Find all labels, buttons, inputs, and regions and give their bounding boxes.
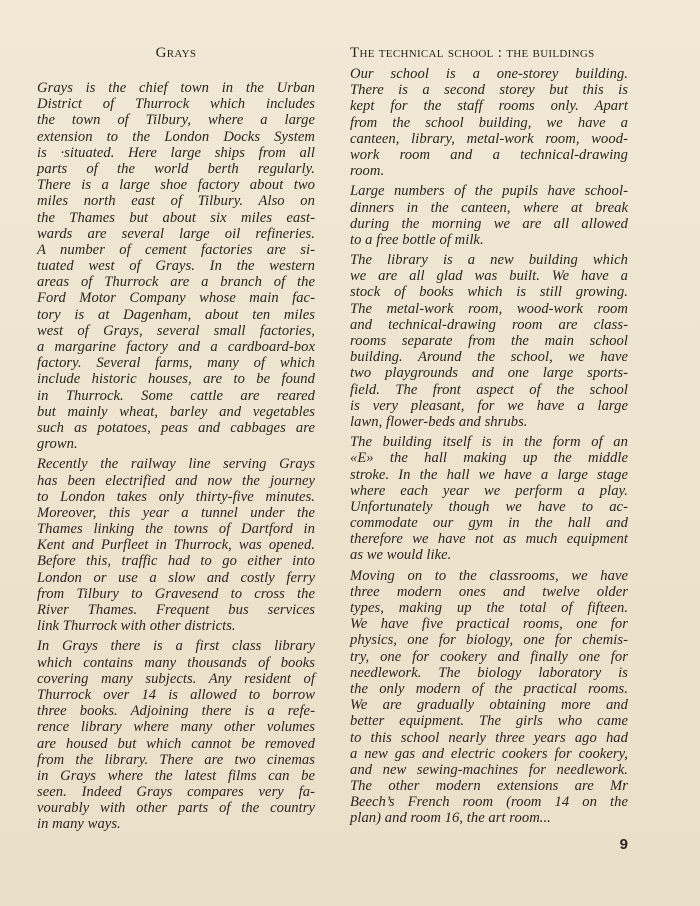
text-line: areas of Thurrock are a branch of the	[37, 274, 315, 291]
text-line: the Thames but about six miles east-	[37, 209, 315, 226]
text-line: and technical-drawing room are class-	[350, 316, 628, 333]
text-line: to London takes only thirty-five minutes.	[37, 488, 315, 505]
text-line: wards are several large oil refineries.	[37, 225, 315, 242]
text-line: vourably with other parts of the country	[37, 800, 315, 817]
text-line: where each year we perform a play.	[350, 482, 628, 499]
text-line: extension to the London Docks System	[37, 128, 315, 145]
text-line: building. Around the school, we have	[350, 349, 628, 366]
text-line: room.	[350, 163, 385, 180]
text-line: commodate our gym in the hall and	[350, 515, 628, 532]
text-line: Moreover, this year a tunnel under the	[37, 504, 315, 521]
text-line: tuated west of Grays. In the western	[37, 258, 315, 275]
text-line: Thames linking the towns of Dartford in	[37, 521, 315, 538]
text-line: has been electrified and now the journey	[37, 472, 315, 489]
right-column	[350, 44, 628, 827]
text-line: covering many subjects. Any resident of	[37, 670, 315, 687]
paragraph	[37, 456, 315, 634]
text-line: Before this, traffic had to go either into	[37, 553, 315, 570]
text-line: grown.	[37, 436, 78, 453]
text-line: We have five practical rooms, one for	[350, 616, 628, 633]
text-line: in many ways.	[37, 816, 121, 833]
text-line: three books. Adjoining there is a refe-	[37, 703, 315, 720]
text-line: stroke. In the hall we have a large stage	[350, 466, 628, 483]
text-line: to a free bottle of milk.	[350, 231, 484, 248]
text-line: to this school nearly three years ago had	[350, 729, 628, 746]
text-line: two playgrounds and one large sports-	[350, 365, 628, 382]
text-line: the only modern of the practical rooms.	[350, 680, 628, 697]
text-line: from the school building, we have a	[350, 114, 628, 131]
text-line: River Thames. Frequent bus services	[37, 602, 315, 618]
paragraph	[37, 80, 315, 452]
text-line: Our school is a one-storey building.	[350, 66, 628, 82]
text-line: in Grays where the latest films can be	[37, 767, 315, 784]
text-line: Unfortunately though we have to ac-	[350, 498, 628, 515]
text-line: needlework. The biology laboratory is	[350, 664, 628, 681]
left-column	[37, 44, 315, 833]
text-line: seen. Indeed Grays compares very fa-	[37, 784, 315, 801]
text-line: a new gas and electric cookers for cookery,	[350, 745, 628, 762]
text-line: therefore we have not as much equipment	[350, 531, 628, 548]
grays-heading: Grays	[155, 45, 197, 61]
text-line: types, making up the total of fifteen.	[350, 600, 628, 616]
text-line: try, one for cookery and finally one for	[350, 648, 628, 665]
text-line: Beech’s French room (room 14 on the	[350, 794, 628, 811]
text-line: The building itself is in the form of an	[350, 434, 628, 451]
page-number: 9	[619, 836, 628, 853]
text-line: stock of books which is still growing.	[350, 284, 628, 301]
text-line: A number of cement factories are si-	[37, 241, 315, 258]
text-line: west of Grays, several small factories,	[37, 322, 315, 339]
text-line: lawn, flower-beds and shrubs.	[350, 413, 528, 430]
text-line: London or use a slow and costly ferry	[37, 569, 315, 586]
text-line: tory is at Dagenham, about ten miles	[37, 306, 315, 323]
left-column-body	[37, 80, 315, 833]
text-line: during the morning we are all allowed	[350, 215, 628, 232]
technical-school-heading: The technical school : the buildings	[350, 45, 595, 61]
text-line: is very pleasant, for we have a large	[350, 397, 628, 414]
text-line: in Thurrock. Some cattle are reared	[37, 387, 315, 404]
paragraph	[350, 434, 628, 564]
text-line: the town of Tilbury, where a large	[37, 112, 315, 129]
text-line: and new sewing-machines for needlework.	[350, 761, 628, 778]
text-line: such as potatoes, peas and cabbages are	[37, 419, 315, 436]
text-line: work room and a technical-drawing	[350, 146, 628, 163]
text-line: Grays is the chief town in the Urban	[37, 80, 315, 96]
text-line: from Tilbury to Gravesend to cross the	[37, 585, 315, 602]
text-line: as we would like.	[350, 547, 452, 564]
text-line: better equipment. The girls who came	[350, 713, 628, 730]
text-line: three modern ones and twelve older	[350, 583, 628, 600]
text-line: rooms separate from the main school	[350, 333, 628, 349]
text-line: miles north east of Tilbury. Also on	[37, 193, 315, 210]
paragraph	[350, 252, 628, 430]
paragraph	[350, 183, 628, 248]
text-line: The metal-work room, wood-work room	[350, 300, 628, 317]
text-line: «E» the hall making up the middle	[350, 450, 628, 467]
text-line: which contains many thousands of books	[37, 654, 315, 671]
paragraph	[350, 66, 628, 179]
text-line: Kent and Purfleet in Thurrock, was opened.	[37, 537, 315, 554]
text-line: kept for the staff rooms only. Apart	[350, 98, 628, 115]
text-line: from the library. There are two cinemas	[37, 751, 315, 768]
text-line: but mainly wheat, barley and vegetables	[37, 403, 315, 420]
text-line: Ford Motor Company whose main fac-	[37, 290, 315, 307]
text-line: are housed but which cannot be removed	[37, 735, 315, 752]
text-line: is ·situated. Here large ships from all	[37, 144, 315, 161]
text-line: dinners in the canteen, where at break	[350, 199, 628, 216]
text-line: Moving on to the classrooms, we have	[350, 567, 628, 584]
text-line: Thurrock over 14 is allowed to borrow	[37, 686, 315, 703]
text-line: plan) and room 16, the art room...	[350, 810, 551, 827]
text-line: District of Thurrock which includes	[37, 96, 315, 113]
text-line: The other modern extensions are Mr	[350, 778, 628, 795]
text-line: We are gradually obtaining more and	[350, 697, 628, 714]
text-line: include historic houses, are to be found	[37, 371, 315, 388]
text-line: The library is a new building which	[350, 252, 628, 269]
text-line: Large numbers of the pupils have school-	[350, 183, 628, 200]
text-line: field. The front aspect of the school	[350, 381, 628, 398]
text-line: a margarine factory and a cardboard-box	[37, 339, 315, 355]
text-line: canteen, library, metal-work room, wood-	[350, 130, 628, 147]
paragraph	[350, 568, 628, 827]
text-line: In Grays there is a first class library	[37, 638, 315, 655]
text-line: rence library where many other volumes	[37, 719, 315, 736]
text-line: factory. Several farms, many of which	[37, 355, 315, 372]
right-column-body	[350, 66, 628, 827]
text-line: There is a second storey but this is	[350, 82, 628, 99]
text-line: link Thurrock with other districts.	[37, 618, 236, 635]
paragraph	[37, 638, 315, 832]
text-line: parts of the world berth regularly.	[37, 160, 315, 177]
text-line: physics, one for biology, one for chemis-	[350, 632, 628, 649]
text-line: we are all glad was built. We have a	[350, 268, 628, 285]
text-line: Recently the railway line serving Grays	[37, 456, 315, 473]
text-line: There is a large shoe factory about two	[37, 177, 315, 194]
